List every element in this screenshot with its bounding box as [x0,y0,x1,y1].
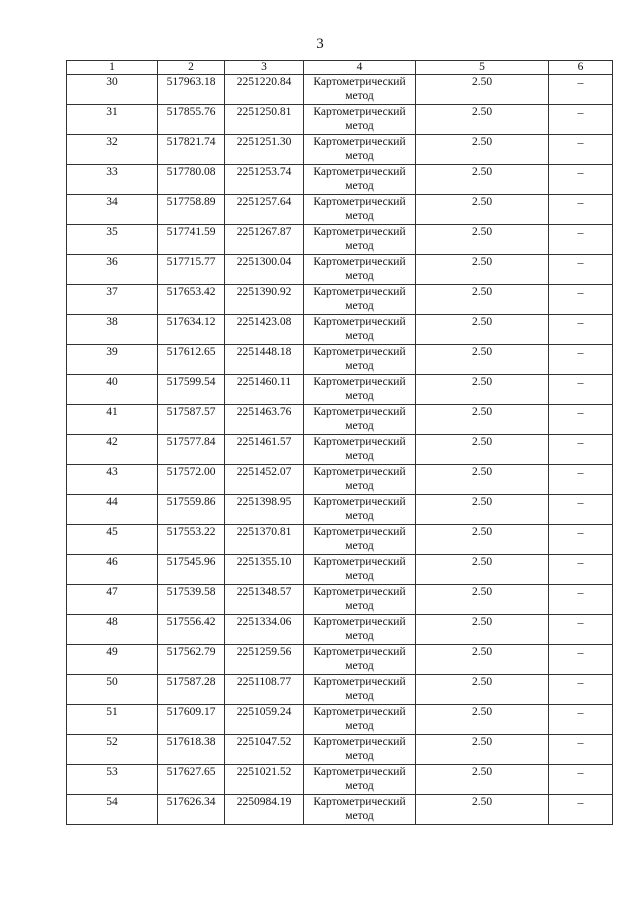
point-number-cell: 52 [67,735,158,765]
y-coordinate-cell: 2251021.52 [225,765,304,795]
method-cell: Картометрический метод [304,525,416,555]
accuracy-cell: 2.50 [416,525,549,555]
x-coordinate-cell: 517577.84 [158,435,225,465]
note-cell: – [549,405,613,435]
note-cell: – [549,135,613,165]
table-row [67,285,613,315]
note-cell: – [549,105,613,135]
method-cell: Картометрический метод [304,495,416,525]
y-coordinate-cell: 2251253.74 [225,165,304,195]
x-coordinate-cell: 517572.00 [158,465,225,495]
accuracy-cell: 2.50 [416,435,549,465]
table-row [67,105,613,135]
point-number-cell: 34 [67,195,158,225]
accuracy-cell: 2.50 [416,195,549,225]
point-number-cell: 48 [67,615,158,645]
x-coordinate-cell: 517599.54 [158,375,225,405]
table-row [67,495,613,525]
accuracy-cell: 2.50 [416,795,549,825]
method-cell: Картометрический метод [304,105,416,135]
x-coordinate-cell: 517780.08 [158,165,225,195]
method-cell: Картометрический метод [304,765,416,795]
header-cell-6: 6 [549,61,613,75]
method-cell: Картометрический метод [304,735,416,765]
note-cell: – [549,615,613,645]
point-number-cell: 31 [67,105,158,135]
method-cell: Картометрический метод [304,375,416,405]
x-coordinate-cell: 517741.59 [158,225,225,255]
method-cell: Картометрический метод [304,675,416,705]
table-row [67,795,613,825]
point-number-cell: 39 [67,345,158,375]
note-cell: – [549,705,613,735]
table-row [67,225,613,255]
x-coordinate-cell: 517587.28 [158,675,225,705]
accuracy-cell: 2.50 [416,555,549,585]
table-body [67,75,613,825]
table-row [67,135,613,165]
point-number-cell: 46 [67,555,158,585]
header-cell-5: 5 [416,61,549,75]
method-cell: Картометрический метод [304,195,416,225]
x-coordinate-cell: 517539.58 [158,585,225,615]
y-coordinate-cell: 2251460.11 [225,375,304,405]
note-cell: – [549,585,613,615]
table-header [67,61,613,75]
note-cell: – [549,795,613,825]
table-row [67,315,613,345]
accuracy-cell: 2.50 [416,315,549,345]
note-cell: – [549,315,613,345]
method-cell: Картометрический метод [304,645,416,675]
point-number-cell: 53 [67,765,158,795]
table-row [67,375,613,405]
header-cell-2: 2 [158,61,225,75]
table-row [67,705,613,735]
method-cell: Картометрический метод [304,345,416,375]
accuracy-cell: 2.50 [416,135,549,165]
accuracy-cell: 2.50 [416,765,549,795]
point-number-cell: 30 [67,75,158,105]
point-number-cell: 40 [67,375,158,405]
y-coordinate-cell: 2251300.04 [225,255,304,285]
table-row [67,465,613,495]
method-cell: Картометрический метод [304,555,416,585]
point-number-cell: 47 [67,585,158,615]
note-cell: – [549,735,613,765]
accuracy-cell: 2.50 [416,255,549,285]
point-number-cell: 36 [67,255,158,285]
y-coordinate-cell: 2251059.24 [225,705,304,735]
y-coordinate-cell: 2251047.52 [225,735,304,765]
method-cell: Картометрический метод [304,435,416,465]
note-cell: – [549,375,613,405]
y-coordinate-cell: 2251423.08 [225,315,304,345]
x-coordinate-cell: 517559.86 [158,495,225,525]
x-coordinate-cell: 517612.65 [158,345,225,375]
table-row [67,585,613,615]
method-cell: Картометрический метод [304,585,416,615]
table-row [67,675,613,705]
method-cell: Картометрический метод [304,225,416,255]
y-coordinate-cell: 2251267.87 [225,225,304,255]
x-coordinate-cell: 517855.76 [158,105,225,135]
y-coordinate-cell: 2251355.10 [225,555,304,585]
point-number-cell: 43 [67,465,158,495]
method-cell: Картометрический метод [304,75,416,105]
point-number-cell: 51 [67,705,158,735]
x-coordinate-cell: 517556.42 [158,615,225,645]
point-number-cell: 42 [67,435,158,465]
y-coordinate-cell: 2251390.92 [225,285,304,315]
table-row [67,645,613,675]
y-coordinate-cell: 2251398.95 [225,495,304,525]
y-coordinate-cell: 2251251.30 [225,135,304,165]
y-coordinate-cell: 2251448.18 [225,345,304,375]
x-coordinate-cell: 517653.42 [158,285,225,315]
method-cell: Картометрический метод [304,165,416,195]
accuracy-cell: 2.50 [416,735,549,765]
accuracy-cell: 2.50 [416,705,549,735]
point-number-cell: 50 [67,675,158,705]
point-number-cell: 41 [67,405,158,435]
note-cell: – [549,75,613,105]
point-number-cell: 32 [67,135,158,165]
point-number-cell: 54 [67,795,158,825]
page-number: 3 [316,36,324,52]
note-cell: – [549,195,613,225]
point-number-cell: 35 [67,225,158,255]
note-cell: – [549,555,613,585]
accuracy-cell: 2.50 [416,675,549,705]
point-number-cell: 33 [67,165,158,195]
accuracy-cell: 2.50 [416,495,549,525]
table-row [67,435,613,465]
table-row [67,555,613,585]
note-cell: – [549,435,613,465]
accuracy-cell: 2.50 [416,585,549,615]
x-coordinate-cell: 517963.18 [158,75,225,105]
accuracy-cell: 2.50 [416,225,549,255]
accuracy-cell: 2.50 [416,345,549,375]
note-cell: – [549,645,613,675]
table-row [67,165,613,195]
y-coordinate-cell: 2251461.57 [225,435,304,465]
note-cell: – [549,495,613,525]
x-coordinate-cell: 517618.38 [158,735,225,765]
method-cell: Картометрический метод [304,705,416,735]
note-cell: – [549,255,613,285]
method-cell: Картометрический метод [304,465,416,495]
accuracy-cell: 2.50 [416,465,549,495]
table-row [67,255,613,285]
note-cell: – [549,345,613,375]
table-row [67,765,613,795]
accuracy-cell: 2.50 [416,165,549,195]
x-coordinate-cell: 517626.34 [158,795,225,825]
note-cell: – [549,225,613,255]
note-cell: – [549,765,613,795]
method-cell: Картометрический метод [304,615,416,645]
accuracy-cell: 2.50 [416,75,549,105]
note-cell: – [549,525,613,555]
y-coordinate-cell: 2251259.56 [225,645,304,675]
y-coordinate-cell: 2251370.81 [225,525,304,555]
method-cell: Картометрический метод [304,315,416,345]
note-cell: – [549,465,613,495]
point-number-cell: 49 [67,645,158,675]
accuracy-cell: 2.50 [416,405,549,435]
y-coordinate-cell: 2251334.06 [225,615,304,645]
header-cell-4: 4 [304,61,416,75]
table-row [67,525,613,555]
x-coordinate-cell: 517821.74 [158,135,225,165]
y-coordinate-cell: 2251220.84 [225,75,304,105]
x-coordinate-cell: 517758.89 [158,195,225,225]
x-coordinate-cell: 517634.12 [158,315,225,345]
accuracy-cell: 2.50 [416,375,549,405]
y-coordinate-cell: 2251250.81 [225,105,304,135]
x-coordinate-cell: 517545.96 [158,555,225,585]
table-row [67,75,613,105]
x-coordinate-cell: 517587.57 [158,405,225,435]
method-cell: Картометрический метод [304,285,416,315]
y-coordinate-cell: 2251463.76 [225,405,304,435]
x-coordinate-cell: 517562.79 [158,645,225,675]
point-number-cell: 38 [67,315,158,345]
y-coordinate-cell: 2251452.07 [225,465,304,495]
method-cell: Картометрический метод [304,405,416,435]
method-cell: Картометрический метод [304,795,416,825]
y-coordinate-cell: 2250984.19 [225,795,304,825]
note-cell: – [549,285,613,315]
table-row [67,615,613,645]
header-cell-1: 1 [67,61,158,75]
x-coordinate-cell: 517627.65 [158,765,225,795]
header-cell-3: 3 [225,61,304,75]
x-coordinate-cell: 517553.22 [158,525,225,555]
y-coordinate-cell: 2251257.64 [225,195,304,225]
table-row [67,195,613,225]
note-cell: – [549,675,613,705]
accuracy-cell: 2.50 [416,285,549,315]
point-number-cell: 37 [67,285,158,315]
accuracy-cell: 2.50 [416,645,549,675]
x-coordinate-cell: 517715.77 [158,255,225,285]
accuracy-cell: 2.50 [416,105,549,135]
table-row [67,735,613,765]
y-coordinate-cell: 2251348.57 [225,585,304,615]
header-row [67,61,613,75]
accuracy-cell: 2.50 [416,615,549,645]
method-cell: Картометрический метод [304,135,416,165]
x-coordinate-cell: 517609.17 [158,705,225,735]
coordinates-table [66,60,613,825]
table-row [67,345,613,375]
point-number-cell: 45 [67,525,158,555]
point-number-cell: 44 [67,495,158,525]
table-row [67,405,613,435]
note-cell: – [549,165,613,195]
method-cell: Картометрический метод [304,255,416,285]
y-coordinate-cell: 2251108.77 [225,675,304,705]
